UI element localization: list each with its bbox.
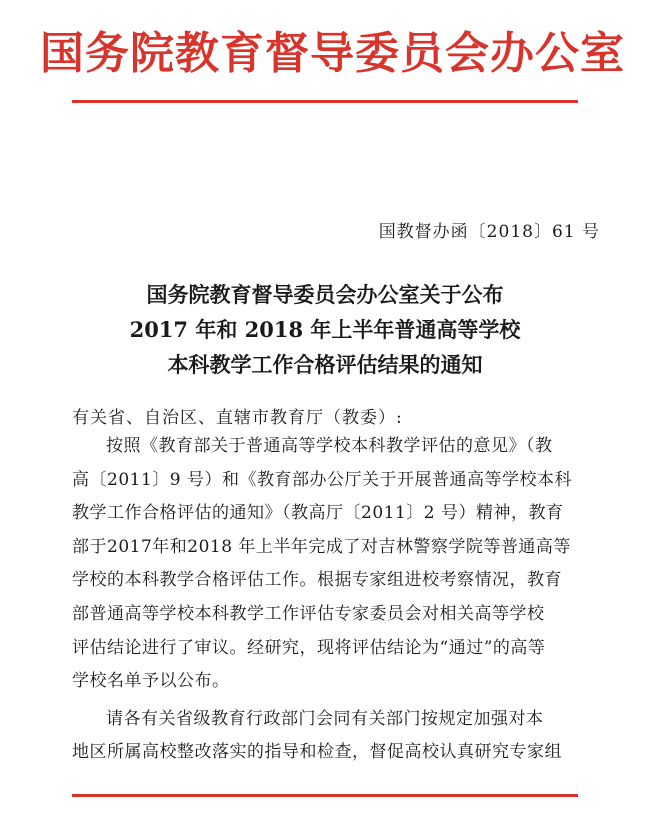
body-line: 按照《教育部关于普通高等学校本科教学评估的意见》（教 — [106, 436, 553, 456]
body-line: 学校名单予以公布。 — [72, 671, 230, 692]
title-line: 国务院教育督导委员会办公室关于公布 — [146, 282, 504, 307]
body-line: 教学工作合格评估的通知》（教高厅〔2011〕2 号）精神，教育 — [72, 503, 564, 524]
document-body — [72, 430, 582, 770]
document-number: 国教督办函〔2018〕61 号 — [378, 222, 600, 242]
body-line: 部普通高等学校本科教学工作评估专家委员会对相关高等学校 — [72, 603, 545, 624]
footer-divider — [72, 794, 578, 797]
masthead-org-name: 国务院教育督导委员会办公室 — [40, 28, 625, 79]
body-line: 地区所属高校整改落实的指导和检查，督促高校认真研究专家组 — [72, 742, 562, 763]
body-line: 学校的本科教学合格评估工作。根据专家组进校考察情况，教育 — [72, 570, 562, 591]
title-line: 本科教学工作合格评估结果的通知 — [167, 352, 483, 377]
body-line: 请各有关省级教育行政部门会同有关部门按规定加强对本 — [106, 708, 544, 729]
masthead-divider — [72, 100, 578, 103]
addressee: 有关省、自治区、直辖市教育厅（教委）: — [72, 408, 403, 428]
body-line: 高〔2011〕9 号）和《教育部办公厅关于开展普通高等学校本科 — [72, 469, 572, 490]
title-line: 2017 年和 2018 年上半年普通高等学校 — [129, 317, 521, 342]
body-line: 评估结论进行了审议。经研究，现将评估结论为“通过”的高等 — [72, 637, 546, 658]
body-line: 部于2017年和2018 年上半年完成了对吉林警察学院等普通高等 — [72, 536, 571, 557]
document-title — [40, 277, 610, 382]
